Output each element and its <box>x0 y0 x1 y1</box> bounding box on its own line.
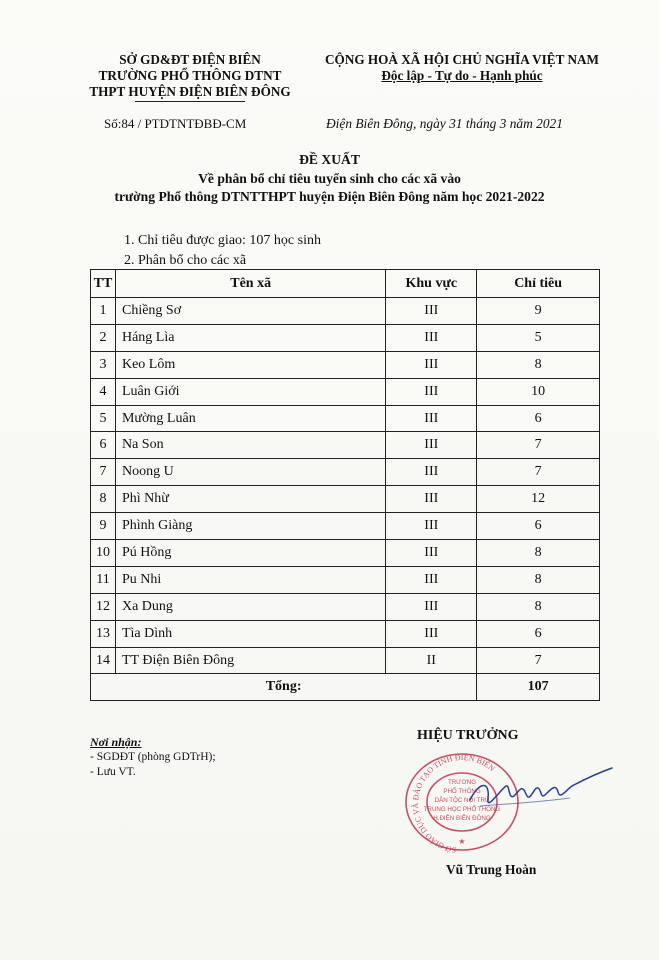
total-row <box>91 674 600 701</box>
table-row <box>91 432 600 459</box>
table-row <box>91 351 600 378</box>
cell-commune: Tìa Dình <box>115 620 385 647</box>
seal-inner-line: H.ĐIỆN BIÊN ĐÔNG <box>433 815 491 822</box>
cell-tt: 7 <box>91 459 116 486</box>
header-quota: Chỉ tiêu <box>477 270 600 298</box>
cell-commune: Háng Lìa <box>115 324 385 351</box>
cell-region: III <box>386 324 477 351</box>
cell-commune: Na Son <box>115 432 385 459</box>
header-tt: TT <box>91 270 116 298</box>
signer-name: Vũ Trung Hoàn <box>446 862 537 877</box>
cell-tt: 10 <box>91 540 116 567</box>
seal-inner-line: TRUNG HỌC PHỔ THÔNG <box>423 806 501 813</box>
cell-region: III <box>386 459 477 486</box>
seal-inner-line: DÂN TỘC NỘI TRÚ <box>434 797 490 804</box>
signature-icon <box>440 760 620 830</box>
table-row <box>91 566 600 593</box>
cell-region: II <box>386 647 477 674</box>
cell-tt: 1 <box>91 298 116 325</box>
total-value: 107 <box>477 674 600 701</box>
seal-inner-line: TRƯỜNG <box>447 779 477 786</box>
document-title: ĐỀ XUẤT <box>299 152 360 167</box>
table-row <box>91 405 600 432</box>
cell-tt: 9 <box>91 513 116 540</box>
header-commune: Tên xã <box>115 270 385 298</box>
cell-quota: 12 <box>477 486 600 513</box>
recipient-line-1: - SGDĐT (phòng GDTrH); <box>90 751 216 763</box>
cell-tt: 11 <box>91 566 116 593</box>
header-region: Khu vực <box>386 270 477 298</box>
cell-region: III <box>386 486 477 513</box>
cell-quota: 8 <box>477 566 600 593</box>
table-row <box>91 647 600 674</box>
allocation-item: 2. Phân bổ cho các xã <box>124 253 247 268</box>
table-row <box>91 540 600 567</box>
agency-underline <box>135 101 245 102</box>
cell-commune: Phình Giàng <box>115 513 385 540</box>
cell-tt: 8 <box>91 486 116 513</box>
motto: Độc lập - Tự do - Hạnh phúc <box>381 68 543 83</box>
recipients-heading: Nơi nhận: <box>90 735 142 749</box>
cell-quota: 9 <box>477 298 600 325</box>
cell-region: III <box>386 620 477 647</box>
table-row <box>91 324 600 351</box>
svg-text:★: ★ <box>458 837 466 846</box>
cell-quota: 6 <box>477 405 600 432</box>
cell-commune: Noong U <box>115 459 385 486</box>
cell-quota: 7 <box>477 647 600 674</box>
national-motto-block <box>312 52 612 84</box>
place-and-date: Điện Biên Đông, ngày 31 tháng 3 năm 2021 <box>326 116 563 131</box>
cell-commune: Pú Hồng <box>115 540 385 567</box>
cell-tt: 5 <box>91 405 116 432</box>
cell-commune: Keo Lôm <box>115 351 385 378</box>
cell-commune: Phì Nhừ <box>115 486 385 513</box>
table-row <box>91 459 600 486</box>
cell-region: III <box>386 540 477 567</box>
cell-quota: 7 <box>477 432 600 459</box>
recipients-block <box>90 735 216 780</box>
total-label: Tổng: <box>91 674 477 701</box>
document-number: Số:84 / PTDTNTĐBĐ-CM <box>104 116 247 131</box>
cell-region: III <box>386 298 477 325</box>
cell-quota: 5 <box>477 324 600 351</box>
cell-quota: 8 <box>477 351 600 378</box>
cell-quota: 7 <box>477 459 600 486</box>
agency-line-1: SỞ GD&ĐT ĐIỆN BIÊN <box>119 52 261 67</box>
cell-tt: 4 <box>91 378 116 405</box>
cell-commune: TT Điện Biên Đông <box>115 647 385 674</box>
cell-region: III <box>386 513 477 540</box>
table-row <box>91 378 600 405</box>
country-name: CỘNG HOÀ XÃ HỘI CHỦ NGHĨA VIỆT NAM <box>325 52 599 67</box>
cell-quota: 10 <box>477 378 600 405</box>
table-row <box>91 298 600 325</box>
agency-line-2: TRƯỜNG PHỔ THÔNG DTNT <box>98 68 282 83</box>
cell-quota: 6 <box>477 513 600 540</box>
cell-commune: Chiềng Sơ <box>115 298 385 325</box>
cell-region: III <box>386 405 477 432</box>
cell-quota: 8 <box>477 593 600 620</box>
cell-commune: Mường Luân <box>115 405 385 432</box>
cell-quota: 8 <box>477 540 600 567</box>
allocation-table <box>90 269 600 701</box>
table-row <box>91 620 600 647</box>
cell-tt: 2 <box>91 324 116 351</box>
document-subtitle-1: Về phân bổ chỉ tiêu tuyển sinh cho các xã vào <box>198 171 461 186</box>
cell-region: III <box>386 378 477 405</box>
cell-region: III <box>386 351 477 378</box>
table-header-row <box>91 270 600 298</box>
cell-region: III <box>386 593 477 620</box>
recipient-line-2: - Lưu VT. <box>90 766 136 778</box>
cell-commune: Pu Nhi <box>115 566 385 593</box>
cell-quota: 6 <box>477 620 600 647</box>
cell-commune: Luân Giới <box>115 378 385 405</box>
issuing-agency-block <box>60 52 320 102</box>
cell-region: III <box>386 432 477 459</box>
table-row <box>91 513 600 540</box>
seal-inner-line: PHỔ THÔNG <box>443 788 481 795</box>
cell-commune: Xa Dung <box>115 593 385 620</box>
svg-text:SỞ GIÁO DỤC VÀ ĐÀO TẠO TỈNH ĐI: SỞ GIÁO DỤC VÀ ĐÀO TẠO TỈNH ĐIỆN BIÊN <box>410 752 497 855</box>
table-row <box>91 486 600 513</box>
cell-tt: 13 <box>91 620 116 647</box>
quota-item: 1. Chỉ tiêu được giao: 107 học sinh <box>124 233 321 248</box>
table-row <box>91 593 600 620</box>
cell-tt: 14 <box>91 647 116 674</box>
cell-tt: 3 <box>91 351 116 378</box>
agency-line-3: THPT HUYỆN ĐIỆN BIÊN ĐÔNG <box>89 84 291 99</box>
document-subtitle-2: trường Phổ thông DTNTTHPT huyện Điện Biên Đông năm học 2021-2022 <box>114 189 545 204</box>
cell-tt: 6 <box>91 432 116 459</box>
cell-region: III <box>386 566 477 593</box>
principal-title: HIỆU TRƯỞNG <box>417 728 519 743</box>
cell-tt: 12 <box>91 593 116 620</box>
